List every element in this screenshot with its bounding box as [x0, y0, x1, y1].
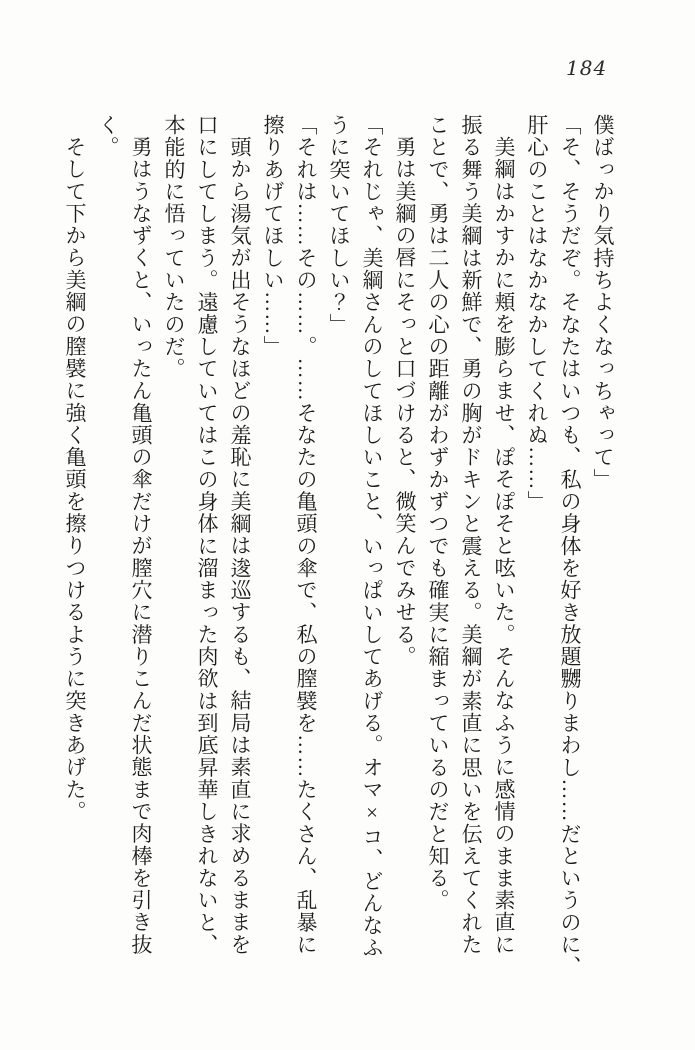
text-column: 振る舞う美綱は新鮮で、勇の胸がドキンと震える。美綱が素直に思いを伝えてくれた — [459, 114, 483, 956]
text-column: 「それじゃ、美綱さんのしてほしいこと、いっぱいしてあげる。オマ×コ、どんなふ — [360, 114, 384, 959]
text-column: 口にしてしまう。遠慮していてはこの身体に溜まった肉欲は到底昇華しきれないと、 — [195, 114, 219, 956]
text-column: 「そ、そうだぞ。そなたはいつも、私の身体を好き放題嬲りまわし……だというのに、 — [558, 114, 582, 978]
text-column: ことで、勇は二人の心の距離がわずかずつでも確実に縮まっているのだと知る。 — [426, 114, 450, 912]
text-column: うに突いてほしい？」 — [327, 114, 351, 336]
vertical-text-block — [56, 114, 619, 978]
text-column: 勇はうなずくと、いったん亀頭の傘だけが膣穴に潜りこんだ状態まで肉棒を引き抜 — [129, 136, 153, 956]
text-column: 「それは……その……。……そなたの亀頭の傘で、私の膣襞を……たくさん、乱暴に — [294, 114, 318, 956]
text-column: 僕ばっかり気持ちよくなっちゃって」 — [591, 114, 615, 491]
text-column: そして下から美綱の膣襞に強く亀頭を擦りつけるように突きあげた。 — [63, 136, 87, 823]
page-number: 184 — [566, 56, 608, 80]
text-column: 美綱はかすかに頬を膨らませ、ぽそぽそと呟いた。そんなふうに感情のまま素直に — [492, 136, 516, 956]
text-column: 本能的に悟っていたのだ。 — [162, 114, 186, 380]
text-column: 擦りあげてほしい……」 — [261, 114, 285, 358]
text-column: く。 — [96, 114, 120, 159]
text-column: 勇は美綱の唇にそっと口づけると、微笑んでみせる。 — [393, 136, 417, 668]
text-column: 頭から湯気が出そうなほどの羞恥に美綱は逡巡するも、結局は素直に求めるままを — [228, 136, 252, 956]
text-column: 肝心のことはなかなかしてくれぬ……」 — [525, 114, 549, 513]
